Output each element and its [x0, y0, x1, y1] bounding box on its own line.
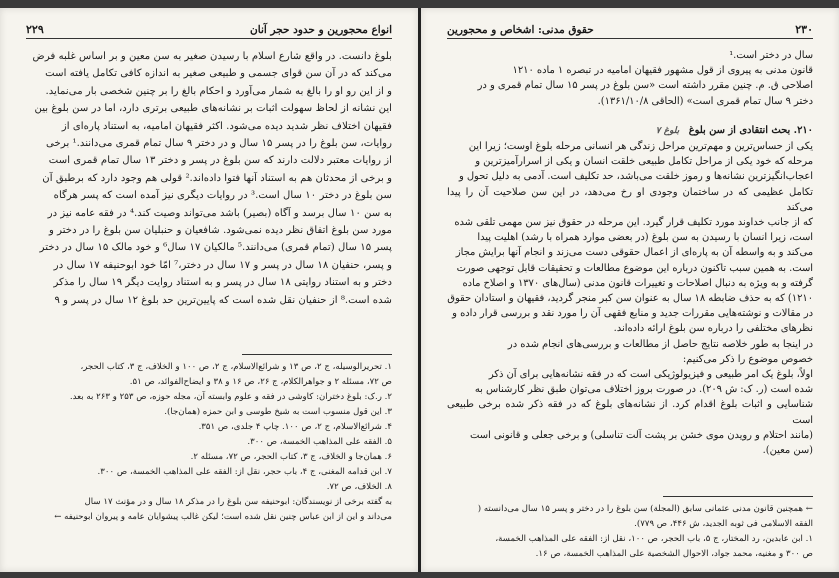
body-line: (مانند احتلام و رویدن موی خشن بر پشت آلت تناسلی) و برخی جعلی و قانونی است: [470, 429, 813, 441]
footnote-rule: [663, 496, 813, 497]
body-line: می‌کند و به واسطه آن به پاره‌ای از اعمال حقوقی دست می‌زند و انجام آنها برایش مجاز: [455, 247, 813, 259]
left-page-number: ۲۲۹: [26, 23, 44, 36]
footnote-line: ۲. ر.ک: بلوغ دختران: کاوشی در فقه و علوم وابسته آن، مجله حوزه، ص ۲۵۳ و ۲۶۳ به بعد.: [69, 392, 392, 402]
footnote-line: ۵. الفقه علی المذاهب الخمسة، ص ۳۰۰.: [247, 437, 392, 447]
left-page: [0, 8, 418, 572]
body-line: اولاً، بلوغ یک امر طبیعی و فیزیولوژیکی است که در فقه نشانه‌هایی برای آن ذکر: [488, 369, 813, 381]
left-footnotes: [26, 360, 392, 525]
body-line: اعجاب‌انگیزترین نشانه‌ها و رموز خلقت می‌باشد، حد تکلیف است. آدمی به دلیل تحول و: [458, 171, 813, 183]
body-line: (سن معین).: [762, 445, 813, 457]
body-line: خصوص موضوع را ذکر می‌کنیم:: [682, 353, 813, 365]
footnote-line: ۴. شرائع‌الاسلام، ج ۲، ص ۱۰۰. چاپ ۴ جلدی، ص ۳۵۱.: [198, 422, 392, 432]
left-page-header: [26, 18, 392, 39]
footnote-line: ۷. ابن قدامه المغنی، ج ۴، باب حجر، نقل از: الفقه علی المذاهب الخمسة، ص ۳۰۰.: [97, 467, 392, 477]
body-line: در مقالات و نوشته‌هایی مقررات جدید و منابع فقهی آن را مورد نقد و بررسی قرار داده و: [452, 308, 813, 320]
body-line: پسر ۱۵ سال (تمام قمری) می‌دانند.⁵ مالکیان ۱۷ سال⁶ و خود مالک ۱۵ سال در دختر: [39, 242, 392, 254]
body-line: فقیهان اختلاف نظر شدید دیده می‌شود. اکثر فقیهان امامیه، به استناد پاره‌ای از: [61, 120, 392, 132]
footnote-line: ۸. الخلاف، ص ۷۲.: [326, 482, 392, 492]
body-line: در اینجا به طور خلاصه نتایج حاصل از مطالعات و بررسی‌های انجام شده در: [507, 338, 813, 350]
body-line: و برخی از محدثان هم به استناد آنها فتوا داده‌اند.² قولی هم وجود دارد که برطبق آن: [42, 172, 392, 184]
footnote-line: به گفته برخی از نویسندگان: ابوحنیفه سن بلوغ را در مذکر ۱۸ سال و در مؤنث ۱۷ سال: [84, 497, 392, 507]
right-body-text: [447, 48, 813, 458]
footnote-line: ← همچنین قانون مدنی عثمانی سابق (المجلة) سن بلوغ را در دختر و پسر ۱۵ سال می‌دانسته (: [477, 504, 813, 514]
body-line: سال در دختر است.¹: [729, 50, 813, 61]
body-line: اصلاحی ق. م. چنین مقرر داشته است «سن بلوغ در پسر ۱۵ سال تمام قمری و در: [477, 80, 813, 92]
body-line: قانون مدنی به پیروی از قول مشهور فقیهان امامیه در تبصره ۱ ماده ۱۲۱۰: [512, 65, 813, 77]
right-page-number: ۲۳۰: [795, 23, 813, 36]
body-line: سن بلوغ در دختر ۱۰ سال است.³ در روایات دیگری نیز آمده است که پسر هرگاه: [53, 190, 392, 202]
left-body-text: [26, 48, 392, 309]
body-line: است، زیرا انسان با رسیدن به سن بلوغ (در بعضی موارد همراه با رشد) اهلیت پیدا: [477, 232, 813, 244]
body-line: تکامل عظیمی که در ساختمان وجودی او رخ می‌دهد، در این سن صلاحیت آن را پیدا می‌کند: [447, 186, 813, 213]
body-line: و پسر، حنفیان ۱۸ سال در پسر و ۱۷ سال در دختر،⁷ امّا خود ابوحنیفه ۱۷ سال در: [53, 259, 392, 271]
footnote-line: الفقه الاسلامی فی ثوبه الجدید، ش ۴۴۶، ص ۷۷۹).: [634, 519, 813, 529]
body-line: از روایات معتبر دلالت دارند که سن بلوغ در پسر و دختر ۱۳ سال تمام قمری است: [48, 155, 392, 167]
body-line: مرحله که خود یکی از مراحل تکامل طبیعی خلقت انسان و یکی از اسرارآمیزترین و: [475, 156, 813, 168]
footnote-line: ۱. تحریرالوسیله، ج ۲، ص ۱۳ و شرائع‌الاسلام، ج ۲، ص ۱۰۰ و الخلاف، ج ۳، کتاب الحجر،: [80, 362, 392, 372]
right-page-header: [447, 18, 813, 39]
footnote-line: می‌داند و این از ابن عباس چنین نقل شده است؛ لیکن غالب پیشوایان عامه و پیروان ابوحنیفه ←: [54, 512, 392, 522]
body-line: این نشانه از لحاظ سهولت اثبات بر نشانه‌های طبیعی برتری دارد، اما در سن بلوغ بین: [34, 103, 392, 115]
body-line: روایات، سن بلوغ را در پسر ۱۵ سال و در دختر ۹ سال تمام قمری می‌دانند.¹ برخی: [46, 138, 392, 150]
body-line: و از این رو او را بالغ به شمار می‌آورد و احکام بالغ را بر چنین شخصی بار می‌نماید.: [45, 85, 392, 97]
right-footnotes: [447, 502, 813, 562]
body-line: شناسایی و اثبات بلوغ اقدام کرد. از نشانه‌های بلوغ که در فقه ذکر شده برخی طبیعی است: [447, 399, 813, 426]
body-line: یکی از حساس‌ترین و مهم‌ترین مراحل زندگی هر انسانی مرحله بلوغ اوست؛ زیرا این: [468, 141, 813, 153]
body-line: شده است (ر. ک: ش ۲۰۹). در صورت بروز اختلاف می‌توان طبق نظر کارشناس به: [474, 384, 813, 396]
footnote-line: ص ۳۰۰ و مغنیه، محمد جواد، الاحوال الشخصیة علی المذاهب الخمسة، ص ۱۶.: [535, 549, 813, 559]
body-line: گرفته و به ویژه به دنبال اصلاحات و تغییرات قانون مدنی (سال‌های ۱۳۷۰ و اصلاح ماده: [462, 277, 813, 289]
right-header-title: حقوق مدنی: اشخاص و محجورین: [447, 24, 594, 36]
footnote-line: ۳. این قول منسوب است به شیخ طوسی و ابن حمزه (همان‌جا).: [164, 407, 392, 417]
body-line: ۱۲۱۰) که به حذف ضابطه ۱۸ سال به عنوان سن کبر منجر گردید، فقیهان و استادان حقوق: [447, 293, 813, 305]
body-line: مورد سن بلوغ اتفاق نظر دیده نمی‌شود. شافعیان و حنبلیان سن بلوغ را در دختر و: [48, 225, 392, 237]
footnote-line: ص ۷۲، مسئله ۲ و جواهرالکلام، ج ۲۶، ص ۱۶ و ۳۸ و ایضاح‌الفوائد، ص ۵۱.: [129, 377, 392, 387]
footnote-line: ۶. همان‌جا و الخلاف، ج ۳، کتاب الحجر، ص ۷۲، مسئله ۲.: [190, 452, 392, 462]
section-heading: [447, 123, 813, 139]
heading-margin-note: بلوغ ۷: [655, 125, 680, 136]
body-line: بلوغ دانست. در واقع شارع اسلام با رسیدن صغیر به سن معین و بر اساس غلبه فرض: [32, 51, 392, 62]
body-line: دختر ۹ سال تمام قمری است» (الحاقی ۱۳۶۱/۱۰/۸).: [597, 95, 813, 107]
section-heading-text: ۲۱۰. بحث انتقادی از سن بلوغ: [688, 124, 813, 136]
body-line: به سن ۱۰ سال برسد و آگاه (بصیر) باشد می‌تواند وصیت کند.⁴ در فقه عامه نیز در: [47, 207, 392, 219]
body-line: نظرهای مختلفی را درباره سن بلوغ ارائه داده‌اند.: [613, 323, 813, 335]
body-line: است. به همین سبب تاکنون درباره این موضوع مطالعات و تحقیقات قابل توجهی صورت: [456, 262, 813, 274]
left-header-title: انواع محجورین و حدود حجر آنان: [250, 24, 392, 36]
footnote-rule: [242, 354, 392, 355]
footnote-line: ۱. ابن عابدین، رد المختار، ج ۵، باب الحجر، ص ۱۰۰، نقل از: الفقه علی المذاهب الخمسة،: [495, 534, 813, 544]
body-line: که از جانب خداوند مورد تکلیف قرار گیرد. این مرحله در حقوق نیز سن مهمی تلقی شده: [454, 217, 813, 229]
body-line: شده است.⁸ از حنفیان نقل شده است که پایین‌ترین حد بلوغ ۱۲ سال در پسر و ۹: [54, 294, 392, 306]
right-page: [421, 8, 839, 572]
body-line: می‌کند که در آن سن قوای جسمی و طبیعی صغیر به اندازه کافی تکامل یافته است: [45, 68, 392, 80]
body-line: دختر و به استناد روایتی ۱۸ سال در پسر و به استناد روایت دیگر ۱۹ سال را مذکر: [53, 277, 392, 289]
